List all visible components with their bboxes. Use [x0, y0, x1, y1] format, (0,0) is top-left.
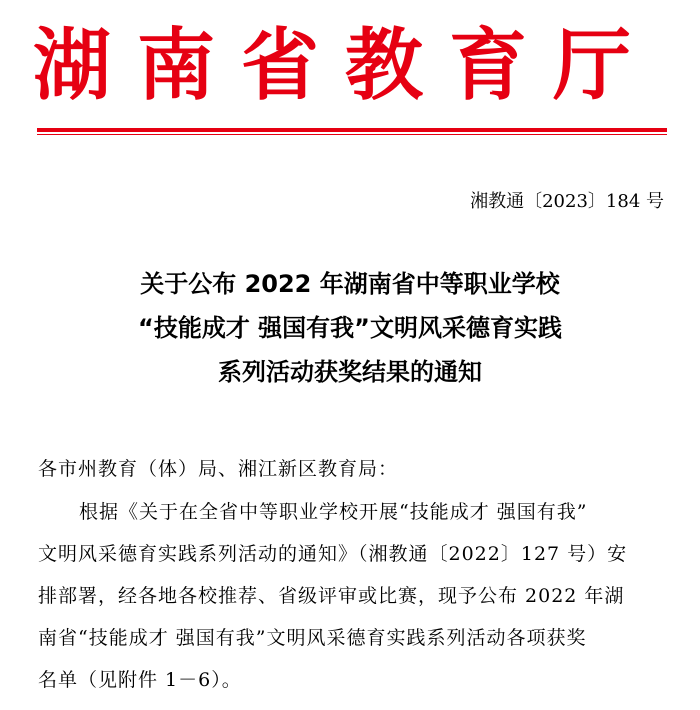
body-paragraph-line-1: 根据《关于在全省中等职业学校开展“技能成才 强国有我”	[79, 501, 588, 523]
body-paragraph-line-2: 文明风采德育实践系列活动的通知》（湘教通〔2022〕127 号）安	[38, 543, 628, 565]
document-number: 湘教通〔2023〕184 号	[470, 191, 664, 212]
body-paragraph-line-5: 名单（见附件 1－6）。	[38, 669, 242, 691]
header-red-rule-thin	[37, 134, 667, 135]
issuing-authority-title: 湖南省教育厅	[33, 21, 658, 111]
header-red-rule-thick	[37, 128, 667, 132]
addressee-line: 各市州教育（体）局、湘江新区教育局：	[38, 458, 399, 480]
body-paragraph-line-3: 排部署，经各地各校推荐、省级评审或比赛，现予公布 2022 年湖	[38, 585, 625, 607]
document-title-line-2: “技能成才 强国有我”文明风采德育实践	[138, 314, 562, 342]
document-title-line-1: 关于公布 2022 年湖南省中等职业学校	[140, 270, 560, 298]
body-paragraph-line-4: 南省“技能成才 强国有我”文明风采德育实践系列活动各项获奖	[38, 627, 587, 649]
document-title-line-3: 系列活动获奖结果的通知	[218, 358, 482, 386]
